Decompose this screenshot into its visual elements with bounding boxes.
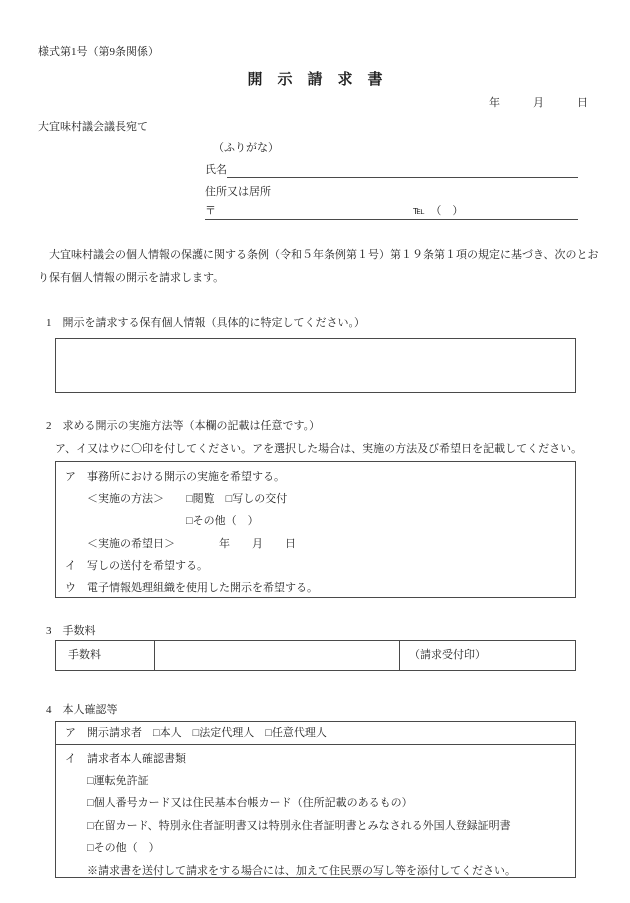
address-label: 住所又は居所 [205, 186, 271, 198]
requested-info-input-box[interactable] [55, 338, 576, 393]
option-c-electronic-disclosure[interactable]: ウ 電子情報処理組織を使用した開示を希望する。 [65, 582, 318, 595]
preferred-date-fields[interactable]: ＜実施の希望日＞ 年 月 日 [65, 537, 296, 550]
name-input-line[interactable] [227, 163, 578, 178]
option-a-office-disclosure[interactable]: ア 事務所における開示の実施を希望する。 [65, 470, 285, 483]
identity-documents-block [56, 745, 575, 882]
postal-mark-icon: 〒 [205, 205, 216, 217]
requester-type-checkboxes[interactable]: ア 開示請求者 □本人 □法定代理人 □任意代理人 [56, 722, 575, 745]
section3-heading: 3 手数料 [46, 625, 96, 637]
section4-heading: 4 本人確認等 [46, 704, 118, 716]
doc-checkbox-drivers-license[interactable]: □運転免許証 [65, 775, 149, 788]
fee-table [55, 640, 576, 671]
doc-checkbox-other[interactable]: □その他（ ） [65, 842, 160, 855]
name-label: 氏名 [205, 164, 227, 176]
receipt-stamp-cell: （請求受付印） [409, 649, 486, 661]
doc-checkbox-mynumber-card[interactable]: □個人番号カード又は住民基本台帳カード（住所記載のあるもの） [65, 797, 413, 810]
section2-note: ア、イ又はウに〇印を付してください。アを選択した場合は、実施の方法及び希望日を記載してください。 [55, 443, 583, 455]
furigana-label: （ふりがな） [213, 142, 279, 154]
date-fields[interactable]: 年 月 日 [489, 97, 588, 109]
tel-label: ℡ （ ） [413, 205, 464, 217]
disclosure-method-box [55, 461, 576, 598]
doc-checkbox-residence-card[interactable]: □在留カード、特別永住者証明書又は特別永住者証明書とみなされる外国人登録証明書 [65, 819, 511, 832]
page-title: 開 示 請 求 書 [247, 72, 383, 88]
fee-label-cell: 手数料 [56, 641, 155, 670]
identity-documents-label: イ 請求者本人確認書類 [65, 752, 186, 765]
identity-verification-table [55, 721, 576, 878]
addressee: 大宜味村議会議長宛て [38, 121, 148, 133]
method-checkboxes-view-copy[interactable]: ＜実施の方法＞ □閲覧 □写しの交付 [65, 492, 288, 505]
form-number: 様式第1号（第9条関係） [38, 46, 159, 58]
method-checkbox-other[interactable]: □その他（ ） [65, 515, 259, 528]
intro-paragraph-line2: り保有個人情報の開示を請求します。 [38, 272, 225, 284]
section1-heading: 1 開示を請求する保有個人情報（具体的に特定してください。） [46, 317, 365, 329]
fee-value-cell[interactable] [155, 641, 400, 670]
option-b-copy-mailing[interactable]: イ 写しの送付を希望する。 [65, 559, 208, 572]
intro-paragraph-line1: 大宜味村議会の個人情報の保護に関する条例（令和５年条例第１号）第１９条第１項の規定に基づき、次のとお [38, 249, 599, 261]
postal-tel-row[interactable] [205, 205, 578, 220]
mailing-note: ※請求書を送付して請求をする場合には、加えて住民票の写し等を添付してください。 [65, 864, 516, 877]
section2-heading: 2 求める開示の実施方法等（本欄の記載は任意です。） [46, 420, 321, 432]
name-row [205, 163, 578, 178]
